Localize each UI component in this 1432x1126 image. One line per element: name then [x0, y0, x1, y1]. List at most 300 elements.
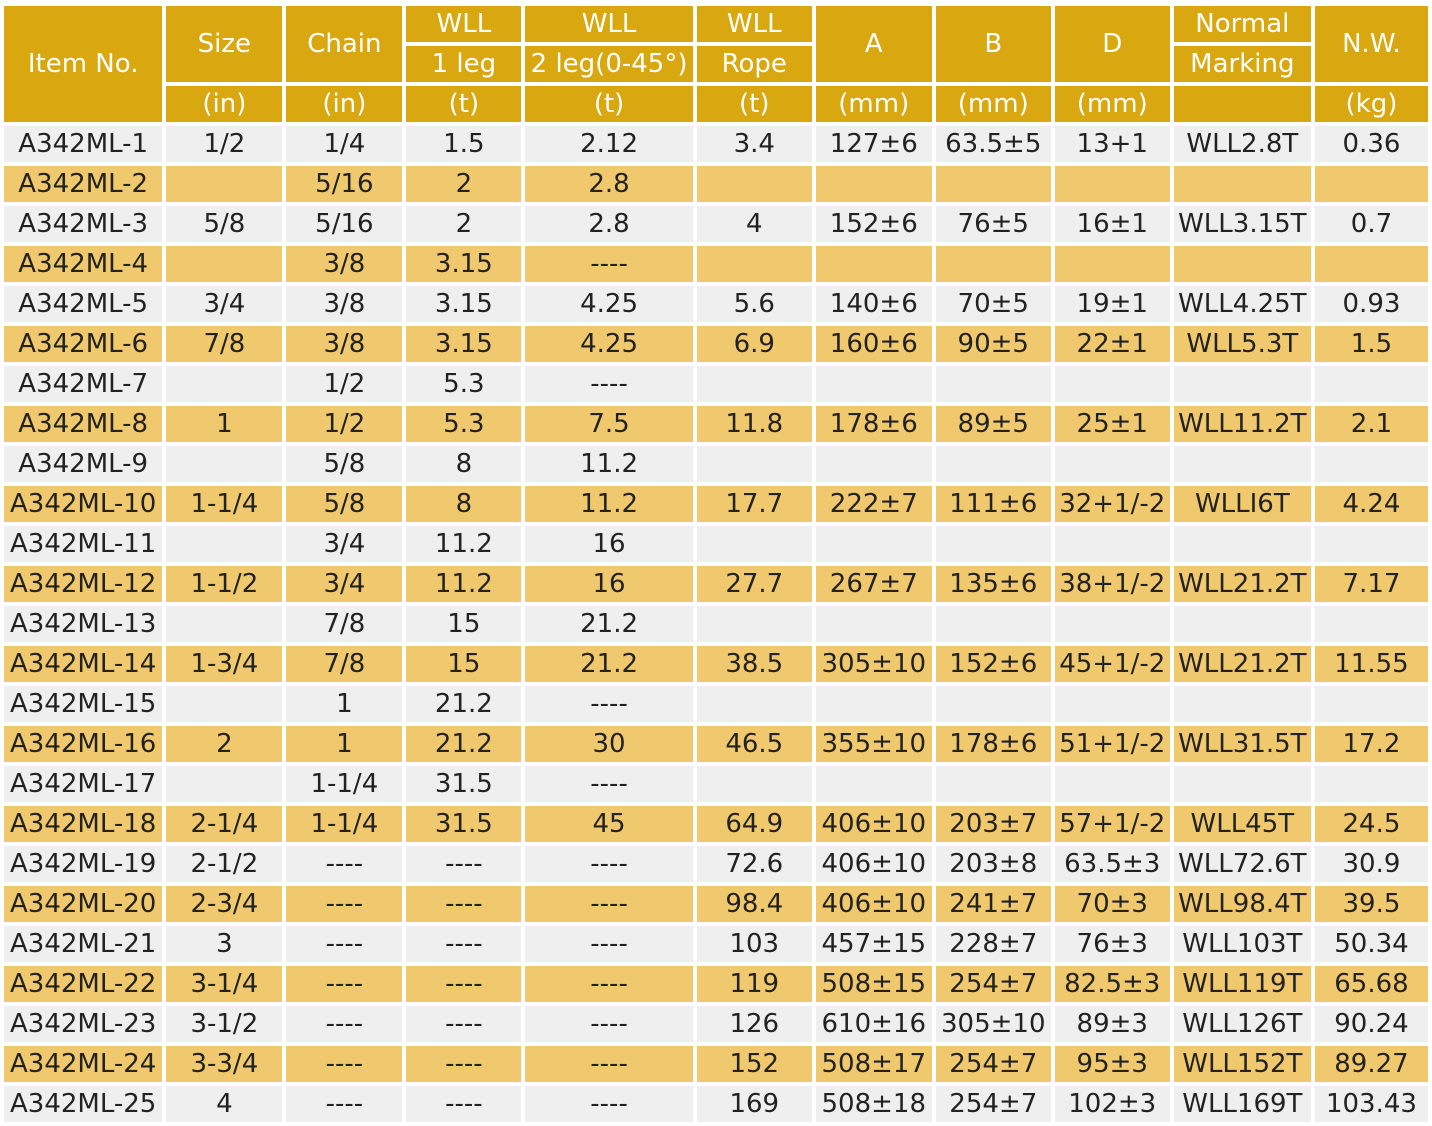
cell-a — [816, 606, 932, 642]
table-row — [4, 1046, 1428, 1082]
cell-a: 267±7 — [816, 566, 932, 602]
cell-wll-2leg: 7.5 — [525, 406, 692, 442]
cell-marking: WLL21.2T — [1174, 646, 1311, 682]
cell-wll-2leg: 11.2 — [525, 446, 692, 482]
cell-item-no: A342ML-15 — [4, 686, 162, 722]
cell-wll-1leg: 5.3 — [406, 406, 521, 442]
cell-nw: 17.2 — [1315, 726, 1428, 762]
cell-size: 1-3/4 — [166, 646, 282, 682]
cell-b: 203±7 — [936, 806, 1051, 842]
cell-wll-1leg: 1.5 — [406, 126, 521, 162]
cell-d — [1055, 366, 1170, 402]
cell-d — [1055, 526, 1170, 562]
table-row — [4, 966, 1428, 1002]
unit-nw: (kg) — [1315, 86, 1428, 122]
cell-chain: ---- — [286, 1006, 402, 1042]
cell-wll-rope — [697, 166, 812, 202]
cell-a: 508±17 — [816, 1046, 932, 1082]
unit-wll-2leg: (t) — [525, 86, 692, 122]
cell-d — [1055, 606, 1170, 642]
cell-chain: ---- — [286, 966, 402, 1002]
cell-wll-1leg: 21.2 — [406, 726, 521, 762]
cell-wll-1leg: 8 — [406, 446, 521, 482]
cell-b: 70±5 — [936, 286, 1051, 322]
cell-wll-rope: 169 — [697, 1086, 812, 1122]
cell-nw — [1315, 526, 1428, 562]
shackle-spec-table — [0, 2, 1432, 1126]
cell-nw: 65.68 — [1315, 966, 1428, 1002]
cell-marking: WLL2.8T — [1174, 126, 1311, 162]
cell-nw: 7.17 — [1315, 566, 1428, 602]
cell-nw — [1315, 686, 1428, 722]
table-row — [4, 1006, 1428, 1042]
cell-d: 57+1/-2 — [1055, 806, 1170, 842]
cell-chain: 3/4 — [286, 526, 402, 562]
cell-size: 1-1/2 — [166, 566, 282, 602]
cell-b: 152±6 — [936, 646, 1051, 682]
cell-size — [166, 606, 282, 642]
cell-marking: WLLI6T — [1174, 486, 1311, 522]
cell-size: 2-1/2 — [166, 846, 282, 882]
cell-b: 228±7 — [936, 926, 1051, 962]
cell-d: 63.5±3 — [1055, 846, 1170, 882]
cell-d: 102±3 — [1055, 1086, 1170, 1122]
cell-a: 457±15 — [816, 926, 932, 962]
cell-chain: 5/8 — [286, 486, 402, 522]
cell-wll-1leg: 21.2 — [406, 686, 521, 722]
cell-item-no: A342ML-23 — [4, 1006, 162, 1042]
table-row — [4, 526, 1428, 562]
cell-wll-rope: 17.7 — [697, 486, 812, 522]
cell-wll-2leg: ---- — [525, 246, 692, 282]
cell-a: 178±6 — [816, 406, 932, 442]
table-row — [4, 166, 1428, 202]
cell-nw: 4.24 — [1315, 486, 1428, 522]
cell-b: 203±8 — [936, 846, 1051, 882]
cell-size: 3-3/4 — [166, 1046, 282, 1082]
cell-wll-2leg: 11.2 — [525, 486, 692, 522]
cell-chain: 5/16 — [286, 206, 402, 242]
cell-size: 3/4 — [166, 286, 282, 322]
cell-d: 45+1/-2 — [1055, 646, 1170, 682]
cell-a: 355±10 — [816, 726, 932, 762]
cell-wll-2leg: 45 — [525, 806, 692, 842]
cell-b: 254±7 — [936, 1086, 1051, 1122]
cell-a — [816, 526, 932, 562]
header-nw: N.W. — [1315, 6, 1428, 82]
cell-wll-rope: 11.8 — [697, 406, 812, 442]
cell-marking: WLL11.2T — [1174, 406, 1311, 442]
cell-b: 241±7 — [936, 886, 1051, 922]
cell-wll-1leg: ---- — [406, 1086, 521, 1122]
cell-nw: 0.93 — [1315, 286, 1428, 322]
cell-a — [816, 446, 932, 482]
cell-wll-2leg: ---- — [525, 886, 692, 922]
cell-nw: 89.27 — [1315, 1046, 1428, 1082]
cell-chain: 1/2 — [286, 406, 402, 442]
table-row — [4, 726, 1428, 762]
table-row — [4, 446, 1428, 482]
cell-item-no: A342ML-25 — [4, 1086, 162, 1122]
cell-item-no: A342ML-24 — [4, 1046, 162, 1082]
cell-marking: WLL5.3T — [1174, 326, 1311, 362]
table-header — [4, 6, 1428, 122]
cell-a: 508±18 — [816, 1086, 932, 1122]
cell-b: 90±5 — [936, 326, 1051, 362]
cell-nw: 0.7 — [1315, 206, 1428, 242]
cell-a — [816, 166, 932, 202]
cell-d: 13+1 — [1055, 126, 1170, 162]
cell-marking: WLL3.15T — [1174, 206, 1311, 242]
cell-size: 1-1/4 — [166, 486, 282, 522]
cell-item-no: A342ML-4 — [4, 246, 162, 282]
cell-d: 89±3 — [1055, 1006, 1170, 1042]
cell-item-no: A342ML-13 — [4, 606, 162, 642]
cell-b: 178±6 — [936, 726, 1051, 762]
cell-marking: WLL45T — [1174, 806, 1311, 842]
cell-wll-rope: 103 — [697, 926, 812, 962]
cell-item-no: A342ML-22 — [4, 966, 162, 1002]
table-row — [4, 766, 1428, 802]
unit-marking — [1174, 86, 1311, 122]
cell-wll-1leg: 3.15 — [406, 326, 521, 362]
table-row — [4, 1086, 1428, 1122]
cell-wll-2leg: ---- — [525, 766, 692, 802]
unit-wll-rope: (t) — [697, 86, 812, 122]
header-wll-rope-sub: Rope — [697, 46, 812, 82]
cell-b: 254±7 — [936, 1046, 1051, 1082]
cell-b: 111±6 — [936, 486, 1051, 522]
cell-chain: 1-1/4 — [286, 806, 402, 842]
cell-chain: 7/8 — [286, 646, 402, 682]
cell-wll-1leg: 3.15 — [406, 246, 521, 282]
cell-chain: 1/4 — [286, 126, 402, 162]
cell-wll-rope: 126 — [697, 1006, 812, 1042]
table-row — [4, 806, 1428, 842]
cell-chain: 1 — [286, 726, 402, 762]
cell-wll-1leg: ---- — [406, 1046, 521, 1082]
cell-a: 406±10 — [816, 846, 932, 882]
cell-item-no: A342ML-21 — [4, 926, 162, 962]
cell-marking: WLL169T — [1174, 1086, 1311, 1122]
header-a: A — [816, 6, 932, 82]
cell-item-no: A342ML-19 — [4, 846, 162, 882]
cell-marking — [1174, 606, 1311, 642]
header-wll-rope-title: WLL — [697, 6, 812, 42]
cell-b — [936, 166, 1051, 202]
cell-wll-rope — [697, 606, 812, 642]
cell-marking: WLL4.25T — [1174, 286, 1311, 322]
cell-wll-rope — [697, 686, 812, 722]
cell-b — [936, 366, 1051, 402]
cell-item-no: A342ML-16 — [4, 726, 162, 762]
cell-size — [166, 246, 282, 282]
header-marking-top: Normal — [1174, 6, 1311, 42]
cell-nw — [1315, 446, 1428, 482]
cell-wll-1leg: 11.2 — [406, 526, 521, 562]
cell-a: 152±6 — [816, 206, 932, 242]
cell-wll-2leg: 16 — [525, 526, 692, 562]
cell-chain: 3/8 — [286, 326, 402, 362]
unit-wll-1leg: (t) — [406, 86, 521, 122]
cell-d — [1055, 766, 1170, 802]
cell-wll-1leg: ---- — [406, 886, 521, 922]
cell-size — [166, 166, 282, 202]
cell-item-no: A342ML-18 — [4, 806, 162, 842]
cell-marking — [1174, 686, 1311, 722]
cell-nw: 2.1 — [1315, 406, 1428, 442]
cell-d: 95±3 — [1055, 1046, 1170, 1082]
cell-d — [1055, 446, 1170, 482]
cell-marking: WLL119T — [1174, 966, 1311, 1002]
cell-nw: 11.55 — [1315, 646, 1428, 682]
cell-size: 1/2 — [166, 126, 282, 162]
cell-wll-rope: 152 — [697, 1046, 812, 1082]
cell-wll-1leg: 8 — [406, 486, 521, 522]
cell-wll-2leg: 2.8 — [525, 166, 692, 202]
cell-nw: 103.43 — [1315, 1086, 1428, 1122]
table-row — [4, 206, 1428, 242]
cell-wll-2leg: 4.25 — [525, 286, 692, 322]
cell-size: 3-1/4 — [166, 966, 282, 1002]
cell-size — [166, 766, 282, 802]
cell-nw: 90.24 — [1315, 1006, 1428, 1042]
cell-nw: 0.36 — [1315, 126, 1428, 162]
cell-d: 22±1 — [1055, 326, 1170, 362]
unit-chain: (in) — [286, 86, 402, 122]
cell-wll-1leg: ---- — [406, 966, 521, 1002]
cell-b — [936, 766, 1051, 802]
cell-nw — [1315, 366, 1428, 402]
cell-chain: 7/8 — [286, 606, 402, 642]
cell-size: 7/8 — [166, 326, 282, 362]
header-chain: Chain — [286, 6, 402, 82]
cell-wll-1leg: ---- — [406, 846, 521, 882]
cell-wll-rope — [697, 526, 812, 562]
cell-nw — [1315, 246, 1428, 282]
cell-d: 16±1 — [1055, 206, 1170, 242]
cell-nw — [1315, 766, 1428, 802]
table-row — [4, 686, 1428, 722]
cell-marking: WLL98.4T — [1174, 886, 1311, 922]
cell-b — [936, 246, 1051, 282]
table-row — [4, 606, 1428, 642]
cell-wll-2leg: ---- — [525, 846, 692, 882]
cell-marking: WLL126T — [1174, 1006, 1311, 1042]
cell-a: 160±6 — [816, 326, 932, 362]
cell-size: 3 — [166, 926, 282, 962]
cell-a: 140±6 — [816, 286, 932, 322]
cell-b: 63.5±5 — [936, 126, 1051, 162]
cell-wll-1leg: 15 — [406, 606, 521, 642]
header-wll-1leg-sub: 1 leg — [406, 46, 521, 82]
cell-wll-2leg: ---- — [525, 926, 692, 962]
cell-a: 406±10 — [816, 886, 932, 922]
cell-wll-1leg: ---- — [406, 926, 521, 962]
cell-wll-rope: 3.4 — [697, 126, 812, 162]
cell-wll-2leg: ---- — [525, 1086, 692, 1122]
cell-d: 70±3 — [1055, 886, 1170, 922]
cell-wll-2leg: 16 — [525, 566, 692, 602]
cell-wll-rope: 38.5 — [697, 646, 812, 682]
cell-size: 2-1/4 — [166, 806, 282, 842]
cell-d: 32+1/-2 — [1055, 486, 1170, 522]
cell-chain: ---- — [286, 886, 402, 922]
cell-item-no: A342ML-14 — [4, 646, 162, 682]
cell-marking — [1174, 526, 1311, 562]
cell-wll-rope: 4 — [697, 206, 812, 242]
cell-item-no: A342ML-8 — [4, 406, 162, 442]
table-body — [4, 126, 1428, 1122]
cell-wll-rope: 64.9 — [697, 806, 812, 842]
cell-a: 610±16 — [816, 1006, 932, 1042]
cell-nw: 39.5 — [1315, 886, 1428, 922]
cell-item-no: A342ML-11 — [4, 526, 162, 562]
cell-wll-rope: 5.6 — [697, 286, 812, 322]
cell-size: 2-3/4 — [166, 886, 282, 922]
cell-wll-2leg: 21.2 — [525, 646, 692, 682]
cell-wll-2leg: 2.8 — [525, 206, 692, 242]
table-row — [4, 126, 1428, 162]
cell-chain: ---- — [286, 1046, 402, 1082]
cell-wll-1leg: ---- — [406, 1006, 521, 1042]
cell-nw: 1.5 — [1315, 326, 1428, 362]
cell-marking — [1174, 246, 1311, 282]
cell-item-no: A342ML-6 — [4, 326, 162, 362]
cell-nw: 24.5 — [1315, 806, 1428, 842]
cell-a — [816, 766, 932, 802]
cell-b — [936, 446, 1051, 482]
cell-chain: 3/4 — [286, 566, 402, 602]
cell-wll-2leg: ---- — [525, 686, 692, 722]
cell-wll-1leg: 3.15 — [406, 286, 521, 322]
cell-wll-2leg: 4.25 — [525, 326, 692, 362]
cell-chain: 1/2 — [286, 366, 402, 402]
cell-wll-1leg: 31.5 — [406, 806, 521, 842]
cell-d: 51+1/-2 — [1055, 726, 1170, 762]
table-row — [4, 286, 1428, 322]
cell-a: 305±10 — [816, 646, 932, 682]
unit-d: (mm) — [1055, 86, 1170, 122]
cell-item-no: A342ML-7 — [4, 366, 162, 402]
cell-wll-2leg: 21.2 — [525, 606, 692, 642]
cell-wll-rope: 98.4 — [697, 886, 812, 922]
header-row-1 — [4, 6, 1428, 42]
table-row — [4, 646, 1428, 682]
cell-b — [936, 526, 1051, 562]
header-wll-1leg-title: WLL — [406, 6, 521, 42]
cell-wll-2leg: ---- — [525, 1046, 692, 1082]
table-row — [4, 366, 1428, 402]
table-row — [4, 886, 1428, 922]
cell-d: 19±1 — [1055, 286, 1170, 322]
cell-wll-2leg: 2.12 — [525, 126, 692, 162]
cell-d: 82.5±3 — [1055, 966, 1170, 1002]
cell-marking — [1174, 366, 1311, 402]
header-row-units — [4, 86, 1428, 122]
table-row — [4, 566, 1428, 602]
cell-chain: 3/8 — [286, 286, 402, 322]
cell-item-no: A342ML-1 — [4, 126, 162, 162]
cell-wll-rope: 6.9 — [697, 326, 812, 362]
cell-size — [166, 686, 282, 722]
cell-wll-rope — [697, 446, 812, 482]
unit-b: (mm) — [936, 86, 1051, 122]
cell-size — [166, 446, 282, 482]
cell-size: 5/8 — [166, 206, 282, 242]
cell-wll-rope: 27.7 — [697, 566, 812, 602]
cell-size: 2 — [166, 726, 282, 762]
cell-wll-rope — [697, 246, 812, 282]
table-row — [4, 326, 1428, 362]
header-b: B — [936, 6, 1051, 82]
cell-size: 3-1/2 — [166, 1006, 282, 1042]
cell-wll-2leg: ---- — [525, 366, 692, 402]
cell-nw — [1315, 166, 1428, 202]
cell-nw: 50.34 — [1315, 926, 1428, 962]
cell-item-no: A342ML-10 — [4, 486, 162, 522]
cell-chain: ---- — [286, 926, 402, 962]
cell-b — [936, 686, 1051, 722]
cell-item-no: A342ML-2 — [4, 166, 162, 202]
cell-nw: 30.9 — [1315, 846, 1428, 882]
unit-a: (mm) — [816, 86, 932, 122]
cell-wll-rope — [697, 766, 812, 802]
cell-a: 406±10 — [816, 806, 932, 842]
cell-item-no: A342ML-5 — [4, 286, 162, 322]
cell-b — [936, 606, 1051, 642]
cell-d: 25±1 — [1055, 406, 1170, 442]
cell-a — [816, 246, 932, 282]
cell-item-no: A342ML-20 — [4, 886, 162, 922]
cell-item-no: A342ML-12 — [4, 566, 162, 602]
cell-b: 135±6 — [936, 566, 1051, 602]
header-marking-sub: Marking — [1174, 46, 1311, 82]
cell-marking: WLL21.2T — [1174, 566, 1311, 602]
cell-marking: WLL152T — [1174, 1046, 1311, 1082]
cell-a: 222±7 — [816, 486, 932, 522]
cell-size — [166, 366, 282, 402]
table-row — [4, 486, 1428, 522]
cell-size: 4 — [166, 1086, 282, 1122]
cell-wll-rope: 119 — [697, 966, 812, 1002]
cell-wll-2leg: 30 — [525, 726, 692, 762]
cell-item-no: A342ML-17 — [4, 766, 162, 802]
cell-a: 127±6 — [816, 126, 932, 162]
cell-marking: WLL72.6T — [1174, 846, 1311, 882]
cell-item-no: A342ML-9 — [4, 446, 162, 482]
cell-chain: ---- — [286, 846, 402, 882]
cell-a: 508±15 — [816, 966, 932, 1002]
cell-wll-1leg: 11.2 — [406, 566, 521, 602]
cell-marking: WLL103T — [1174, 926, 1311, 962]
cell-b: 89±5 — [936, 406, 1051, 442]
header-d: D — [1055, 6, 1170, 82]
header-wll-2leg-sub: 2 leg(0-45°) — [525, 46, 692, 82]
table-row — [4, 246, 1428, 282]
table-row — [4, 846, 1428, 882]
cell-marking: WLL31.5T — [1174, 726, 1311, 762]
unit-size: (in) — [166, 86, 282, 122]
cell-d — [1055, 166, 1170, 202]
cell-item-no: A342ML-3 — [4, 206, 162, 242]
cell-d — [1055, 246, 1170, 282]
cell-wll-rope — [697, 366, 812, 402]
cell-size — [166, 526, 282, 562]
cell-chain: ---- — [286, 1086, 402, 1122]
cell-nw — [1315, 606, 1428, 642]
cell-b: 76±5 — [936, 206, 1051, 242]
